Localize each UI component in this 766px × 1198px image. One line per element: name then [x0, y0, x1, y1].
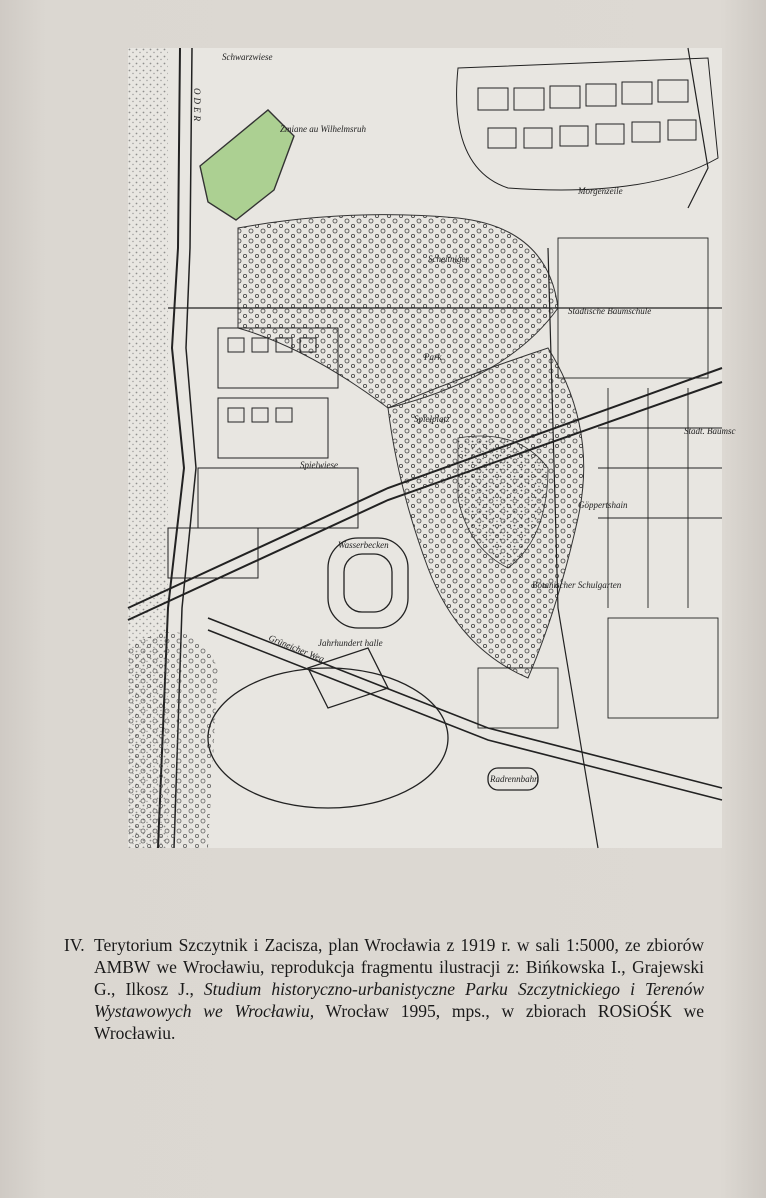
oder-label: ODER: [192, 88, 202, 124]
jahrhunderthalle-label: Jahrhundert halle: [318, 638, 383, 648]
spielwiese-label: Spielwiese: [300, 460, 338, 470]
morgenzeile-label: Morgenzeile: [578, 186, 623, 196]
map-drawing: [128, 48, 736, 848]
caption-body: [94, 934, 704, 1044]
caption-text-1: Terytorium Szczytnik i Zacisza, plan Wrocławia z 1919 r. w sali 1:5000, ze zbiorów AMBW we Wrocławiu, reprodukcja fragmentu ilustracji z: Bińkowska I., Grajewski G., Ilkosz J.,: [94, 935, 704, 999]
wasserbecken-label: Wasserbecken: [338, 540, 389, 550]
historical-plan-map: [128, 48, 736, 848]
baumschule-2-label: Städt. Baumsc: [684, 426, 736, 436]
spielplatz-label: Spielplatz: [414, 414, 450, 424]
baumschule-label: Städtische Baumschule: [568, 306, 652, 316]
ansicht-label: Zmiane au Wilhelmsruh: [280, 124, 367, 134]
scheitniger-label: Scheitniger: [428, 254, 469, 264]
figure-caption: [64, 934, 704, 1044]
schwarzwiese-label: Schwarzwiese: [222, 52, 273, 62]
caption-number: IV.: [64, 935, 85, 955]
schulgarten-label: Botanischer Schulgarten: [532, 580, 622, 590]
park-label: Park: [424, 352, 442, 362]
radrennbahn-label: Radrennbahn: [490, 774, 539, 784]
caption-text-2: Wrocław 1995, mps., w zbiorach ROSiOŚK we Wrocławiu.: [94, 1001, 705, 1043]
grueneicher-weg-label: Grüneicher Weg: [267, 632, 326, 664]
goeppertshain-label: Göppertshain: [578, 500, 628, 510]
caption-title: Studium historyczno-urbanistyczne Parku Szczytnickiego i Terenów Wystawowych we Wrocławiu,: [94, 979, 704, 1021]
